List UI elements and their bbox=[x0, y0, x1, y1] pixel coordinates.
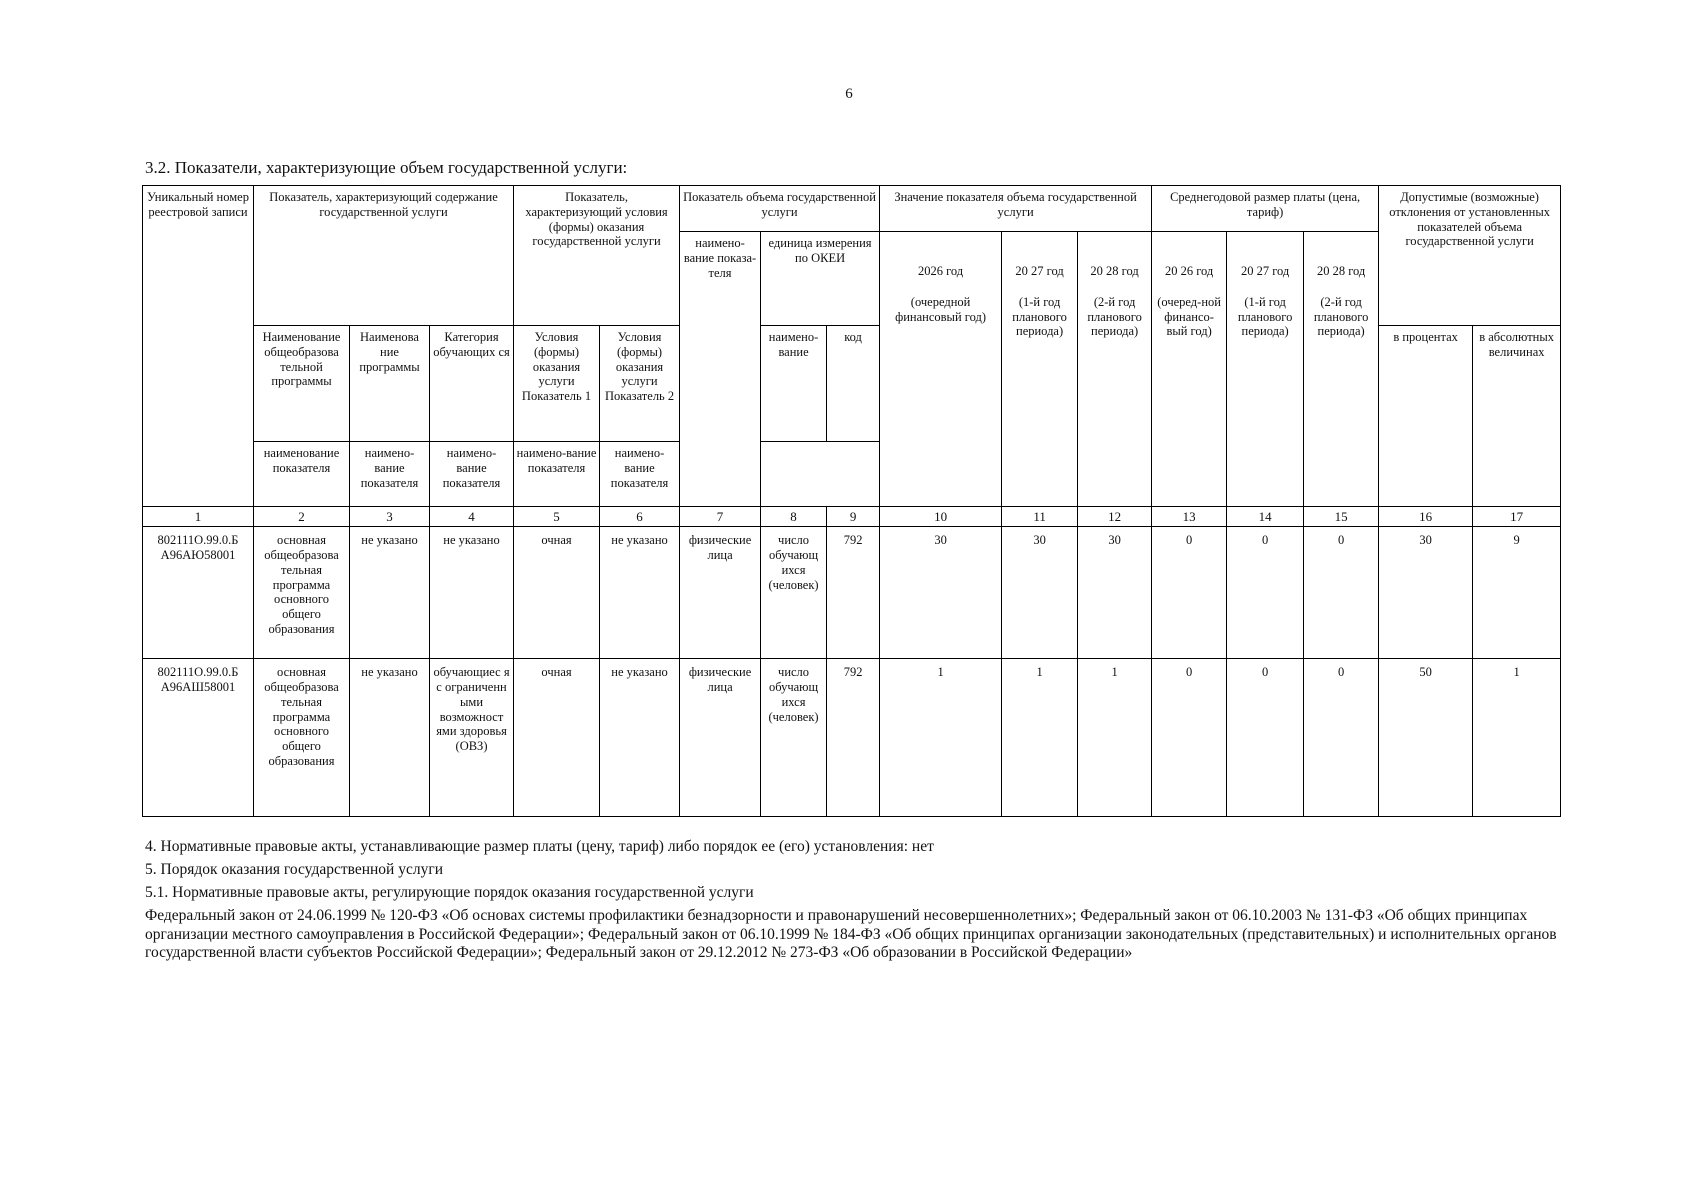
cell-unit-code: 792 bbox=[827, 659, 880, 817]
cell-fee-2026: 0 bbox=[1152, 659, 1227, 817]
cell-program-name: не указано bbox=[350, 659, 430, 817]
header-registry-number: Уникальный номер реестровой записи bbox=[143, 186, 254, 507]
column-number: 5 bbox=[514, 507, 600, 527]
cell-deviation-absolute: 1 bbox=[1473, 659, 1561, 817]
page-number: 6 bbox=[845, 86, 853, 102]
column-number: 17 bbox=[1473, 507, 1561, 527]
cell-program: основная общеобразова тельная программа основного общего образования bbox=[254, 527, 350, 659]
table-row bbox=[143, 527, 1561, 659]
cell-unit-name: число обучающ ихся (человек) bbox=[761, 527, 827, 659]
header-year-2026: 2026 год (очередной финансовый год) bbox=[880, 232, 1002, 507]
cell-deviation-percent: 50 bbox=[1379, 659, 1473, 817]
fee-legal-acts: 4. Нормативные правовые акты, устанавливающие размер платы (цену, тариф) либо порядок ее (его) установления: нет bbox=[145, 838, 934, 855]
header-fee-2027: 20 27 год (1-й год планового периода) bbox=[1227, 232, 1304, 507]
header-indicator-name-5: наимено-вание показателя bbox=[514, 442, 600, 507]
cell-unit-name: число обучающ ихся (человек) bbox=[761, 659, 827, 817]
cell-category: не указано bbox=[430, 527, 514, 659]
header-allowed-deviations: Допустимые (возможные) отклонения от установленных показателей объема государственной услуги bbox=[1379, 186, 1561, 326]
column-number-row bbox=[143, 507, 1561, 527]
header-content-indicator: Показатель, характеризующий содержание государственной услуги bbox=[254, 186, 514, 326]
header-okei-unit: единица измерения по ОКЕИ bbox=[761, 232, 880, 326]
cell-registry-id: 802111О.99.0.Б А96АШ58001 bbox=[143, 659, 254, 817]
header-program-title: Наименование общеобразова тельной программы bbox=[254, 326, 350, 442]
header-volume-value: Значение показателя объема государственной услуги bbox=[880, 186, 1152, 232]
header-deviation-percent: в процентах bbox=[1379, 326, 1473, 507]
column-number: 6 bbox=[600, 507, 680, 527]
cell-fee-2027: 0 bbox=[1227, 527, 1304, 659]
cell-deviation-absolute: 9 bbox=[1473, 527, 1561, 659]
cell-category: обучающиес я с ограниченн ыми возможност ями здоровья (ОВЗ) bbox=[430, 659, 514, 817]
federal-laws-list: Федеральный закон от 24.06.1999 № 120-ФЗ «Об основах системы профилактики безнадзорности и правонарушений несовершеннолетних»; Федеральный закон от 06.10.2003 № 131-ФЗ «Об общих принципах организации местного самоуправления в Российской Федерации»; Федеральный закон от 06.10.1999 № 184-ФЗ «Об общих принципах организации законодательных (представительных) и исполнительных органов государственной власти субъектов Российской Федерации»; Федеральный закон от 29.12.2012 № 273-ФЗ «Об образовании в Российской Федерации» bbox=[145, 907, 1557, 962]
cell-registry-id: 802111О.99.0.Б А96АЮ58001 bbox=[143, 527, 254, 659]
cell-fee-2027: 0 bbox=[1227, 659, 1304, 817]
cell-form: очная bbox=[514, 527, 600, 659]
cell-value-2026: 30 bbox=[880, 527, 1002, 659]
header-indicator-name: наимено-вание показа-теля bbox=[680, 232, 761, 507]
procedure-legal-acts-heading: 5.1. Нормативные правовые акты, регулирующие порядок оказания государственной услуги bbox=[145, 884, 754, 901]
header-deviation-absolute: в абсолютных величинах bbox=[1473, 326, 1561, 507]
column-number: 7 bbox=[680, 507, 761, 527]
header-condition-1: Условия (формы) оказания услуги Показатель 1 bbox=[514, 326, 600, 442]
cell-value-2028: 1 bbox=[1078, 659, 1152, 817]
cell-value-2027: 30 bbox=[1002, 527, 1078, 659]
column-number: 13 bbox=[1152, 507, 1227, 527]
column-number: 12 bbox=[1078, 507, 1152, 527]
header-indicator-name-3: наимено-вание показателя bbox=[350, 442, 430, 507]
column-number: 15 bbox=[1304, 507, 1379, 527]
header-indicator-name-6: наимено-вание показателя bbox=[600, 442, 680, 507]
cell-value-2026: 1 bbox=[880, 659, 1002, 817]
cell-form-2: не указано bbox=[600, 527, 680, 659]
column-number: 11 bbox=[1002, 507, 1078, 527]
header-unit-name: наимено-вание bbox=[761, 326, 827, 442]
cell-indicator: физические лица bbox=[680, 659, 761, 817]
cell-fee-2028: 0 bbox=[1304, 527, 1379, 659]
header-indicator-name-4: наимено-вание показателя bbox=[430, 442, 514, 507]
cell-deviation-percent: 30 bbox=[1379, 527, 1473, 659]
cell-program: основная общеобразова тельная программа основного общего образования bbox=[254, 659, 350, 817]
header-indicator-name-2: наименование показателя bbox=[254, 442, 350, 507]
header-student-category: Категория обучающих ся bbox=[430, 326, 514, 442]
header-fee-2026: 20 26 год (очеред-ной финансо-вый год) bbox=[1152, 232, 1227, 507]
header-conditions-indicator: Показатель, характеризующий условия (формы) оказания государственной услуги bbox=[514, 186, 680, 326]
header-unit-empty bbox=[761, 442, 880, 507]
header-average-fee: Среднегодовой размер платы (цена, тариф) bbox=[1152, 186, 1379, 232]
cell-value-2028: 30 bbox=[1078, 527, 1152, 659]
column-number: 2 bbox=[254, 507, 350, 527]
column-number: 10 bbox=[880, 507, 1002, 527]
cell-value-2027: 1 bbox=[1002, 659, 1078, 817]
cell-form-2: не указано bbox=[600, 659, 680, 817]
cell-fee-2026: 0 bbox=[1152, 527, 1227, 659]
header-program-name: Наименова ние программы bbox=[350, 326, 430, 442]
column-number: 1 bbox=[143, 507, 254, 527]
cell-form: очная bbox=[514, 659, 600, 817]
column-number: 14 bbox=[1227, 507, 1304, 527]
header-year-2027: 20 27 год (1-й год планового периода) bbox=[1002, 232, 1078, 507]
cell-unit-code: 792 bbox=[827, 527, 880, 659]
header-condition-2: Условия (формы) оказания услуги Показатель 2 bbox=[600, 326, 680, 442]
cell-fee-2028: 0 bbox=[1304, 659, 1379, 817]
cell-program-name: не указано bbox=[350, 527, 430, 659]
cell-indicator: физические лица bbox=[680, 527, 761, 659]
section-title: 3.2. Показатели, характеризующие объем государственной услуги: bbox=[145, 158, 628, 177]
column-number: 3 bbox=[350, 507, 430, 527]
table-row bbox=[143, 659, 1561, 817]
column-number: 8 bbox=[761, 507, 827, 527]
service-procedure-heading: 5. Порядок оказания государственной услуги bbox=[145, 861, 443, 878]
header-unit-code: код bbox=[827, 326, 880, 442]
header-year-2028: 20 28 год (2-й год планового периода) bbox=[1078, 232, 1152, 507]
column-number: 9 bbox=[827, 507, 880, 527]
header-fee-2028: 20 28 год (2-й год планового периода) bbox=[1304, 232, 1379, 507]
column-number: 4 bbox=[430, 507, 514, 527]
column-number: 16 bbox=[1379, 507, 1473, 527]
volume-indicators-table bbox=[142, 185, 1560, 817]
header-volume-indicator: Показатель объема государственной услуги bbox=[680, 186, 880, 232]
